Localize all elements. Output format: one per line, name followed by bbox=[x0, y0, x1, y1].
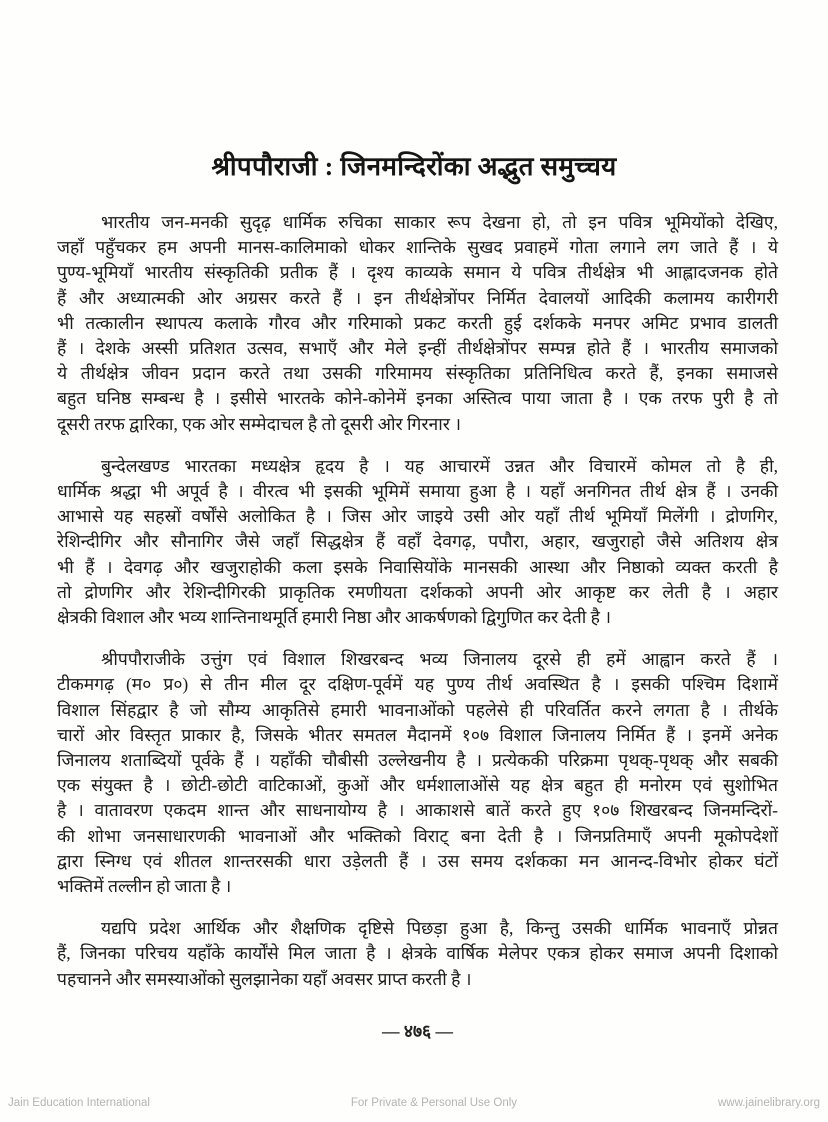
text-line: चारों ओर विस्तृत प्राकार है, जिसके भीतर समतल मैदानमें १०७ विशाल जिनालय निर्मित हैं । इनमें अनेक bbox=[57, 724, 778, 745]
text-line: रेशिन्दीगिर और सौनागिर जैसे जहाँ सिद्धक्षेत्र हैं वहाँ देवगढ़, पपौरा, अहार, खजुराहो जैसे अतिशय क्षेत्र bbox=[57, 531, 778, 552]
text-line: आभासे यह सहस्रों वर्षोंसे अलोकित है । जिस ओर जाइये उसी ओर यहाँ तीर्थ भूमियाँ मिलेंगी । द्रोणगिर, bbox=[57, 506, 778, 527]
paragraph-4 bbox=[57, 916, 778, 992]
text-line: हैं, जिनका परिचय यहाँके कार्योंसे मिल जाता है । क्षेत्रके वार्षिक मेलेपर एकत्र होकर समाज अपनी दिशाको bbox=[57, 943, 778, 964]
text-line: की शोभा जनसाधारणकी भावनाओं और भक्तिको विराट् बना देती है । जिनप्रतिमाएँ अपनी मूकोपदेशों bbox=[57, 825, 778, 846]
paragraph-1 bbox=[57, 210, 778, 437]
text-line: यद्यपि प्रदेश आर्थिक और शैक्षणिक दृष्टिसे पिछड़ा हुआ है, किन्तु उसकी धार्मिक भावनाएँ प्रोन्नत bbox=[101, 918, 778, 939]
page-number: — ४७६ — bbox=[381, 1020, 454, 1041]
text-line: पुण्य-भूमियाँ भारतीय संस्कृतिकी प्रतीक हैं । दृश्य काव्यके समान ये पवित्र तीर्थक्षेत्र भी आह्लादजनक होते bbox=[57, 262, 778, 283]
text-line: ये तीर्थक्षेत्र जीवन प्रदान करते तथा उसकी गरिमामय संस्कृतिका प्रतिनिधित्व करते हैं, इनका समाजसे bbox=[57, 363, 778, 384]
text-line: एक संयुक्त है । छोटी-छोटी वाटिकाओं, कुओं और धर्मशालाओंसे यह क्षेत्र बहुत ही मनोरम एवं सुशोभित bbox=[57, 775, 778, 796]
text-line: है । वातावरण एकदम शान्त और साधनायोग्य है । आकाशसे बातें करते हुए १०७ शिखरबन्द जिनमन्दिरों- bbox=[57, 800, 778, 821]
article-body bbox=[0, 183, 828, 1044]
text-line: बुन्देलखण्ड भारतका मध्यक्षेत्र हृदय है । यह आचारमें उन्नत और विचारमें कोमल तो है ही, bbox=[101, 455, 778, 476]
text-line: पहचानने और समस्याओंको सुलझानेका यहाँ अवसर प्राप्त करती है । bbox=[57, 968, 472, 989]
page-title: श्रीपपौराजी : जिनमन्दिरोंका अद्भुत समुच्चय bbox=[211, 152, 617, 181]
text-line: श्रीपपौराजीके उत्तुंग एवं विशाल शिखरबन्द भव्य जिनालय दूरसे ही हमें आह्वान करते हैं । bbox=[101, 649, 778, 670]
footer-right-url: www.jainelibrary.org bbox=[717, 1097, 820, 1109]
footer bbox=[8, 1097, 820, 1109]
text-line: टीकमगढ़ (म० प्र०) से तीन मील दूर दक्षिण-पूर्वमें यह पुण्य तीर्थ अवस्थित है । इसकी पश्चिम दिशामें bbox=[57, 674, 778, 695]
text-line: जहाँ पहुँचकर हम अपनी मानस-कालिमाको धोकर शान्तिके सुखद प्रवाहमें गोता लगाने लग जाते हैं । ये bbox=[57, 237, 778, 258]
text-line: क्षेत्रकी विशाल और भव्य शान्तिनाथमूर्ति हमारी निष्ठा और आकर्षणको द्विगुणित कर देती है । bbox=[57, 607, 611, 628]
text-line: द्वारा स्निग्ध एवं शीतल शान्तरसकी धारा उड़ेलती हैं । उस समय दर्शकका मन आनन्द-विभोर होकर घंटों bbox=[57, 850, 778, 871]
text-line: हैं और अध्यात्मकी ओर अग्रसर करते हैं । इन तीर्थक्षेत्रोंपर निर्मित देवालयों आदिकी कलामय कारीगरी bbox=[57, 287, 778, 308]
paragraph-2 bbox=[57, 454, 778, 630]
text-line: दूसरी तरफ द्वारिका, एक ओर सम्मेदाचल है तो दूसरी ओर गिरनार । bbox=[57, 413, 461, 434]
text-line: तो द्रोणगिर और रेशिन्दीगिरकी प्राकृतिक रमणीयता दर्शकको अपनी ओर आकृष्ट कर लेती है । अहार bbox=[57, 581, 778, 602]
text-line: भारतीय जन-मनकी सुदृढ़ धार्मिक रुचिका साकार रूप देखना हो, तो इन पवित्र भूमियोंको देखिए, bbox=[101, 212, 778, 232]
text-line: बहुत घनिष्ठ सम्बन्ध है । इसीसे भारतके कोने-कोनेमें इनका अस्तित्व पाया जाता है । एक तरफ पुरी है तो bbox=[57, 388, 778, 409]
text-line: विशाल सिंहद्वार है जो सौम्य आकृतिसे हमारी भावनाओंको पहलेसे ही परिवर्तित करने लगता है । तीर्थके bbox=[57, 699, 778, 720]
text-line: भक्तिमें तल्लीन हो जाता है । bbox=[57, 876, 232, 897]
paragraph-3 bbox=[57, 647, 778, 899]
text-line: हैं । देशके अस्सी प्रतिशत उत्सव, सभाएँ और मेले इन्हीं तीर्थक्षेत्रोंपर सम्पन्न होते हैं । भारतीय समाजको bbox=[57, 338, 778, 359]
text-line: भी हैं । देवगढ़ और खजुराहोकी कला इसके निवासियोंके मानसकी आस्था और निष्ठाको व्यक्त करती है bbox=[57, 556, 778, 577]
text-line: धार्मिक श्रद्धा भी अपूर्व है । वीरत्व भी इसकी भूमिमें समाया हुआ है । यहाँ अनगिनत तीर्थ क्षेत्र हैं । उनकी bbox=[57, 481, 778, 502]
footer-left-credit: Jain Education International bbox=[8, 1097, 150, 1109]
footer-center-notice: For Private & Personal Use Only bbox=[350, 1097, 518, 1109]
text-line: भी तत्कालीन स्थापत्य कलाके गौरव और गरिमाको प्रकट करती हुई दर्शकके मनपर अमिट प्रभाव डालती bbox=[57, 312, 778, 333]
text-line: जिनालय शताब्दियों पूर्वके हैं । यहाँकी चौबीसी उल्लेखनीय है । प्रत्येककी परिक्रमा पृथक्-पृथक् और सबकी bbox=[57, 750, 778, 771]
